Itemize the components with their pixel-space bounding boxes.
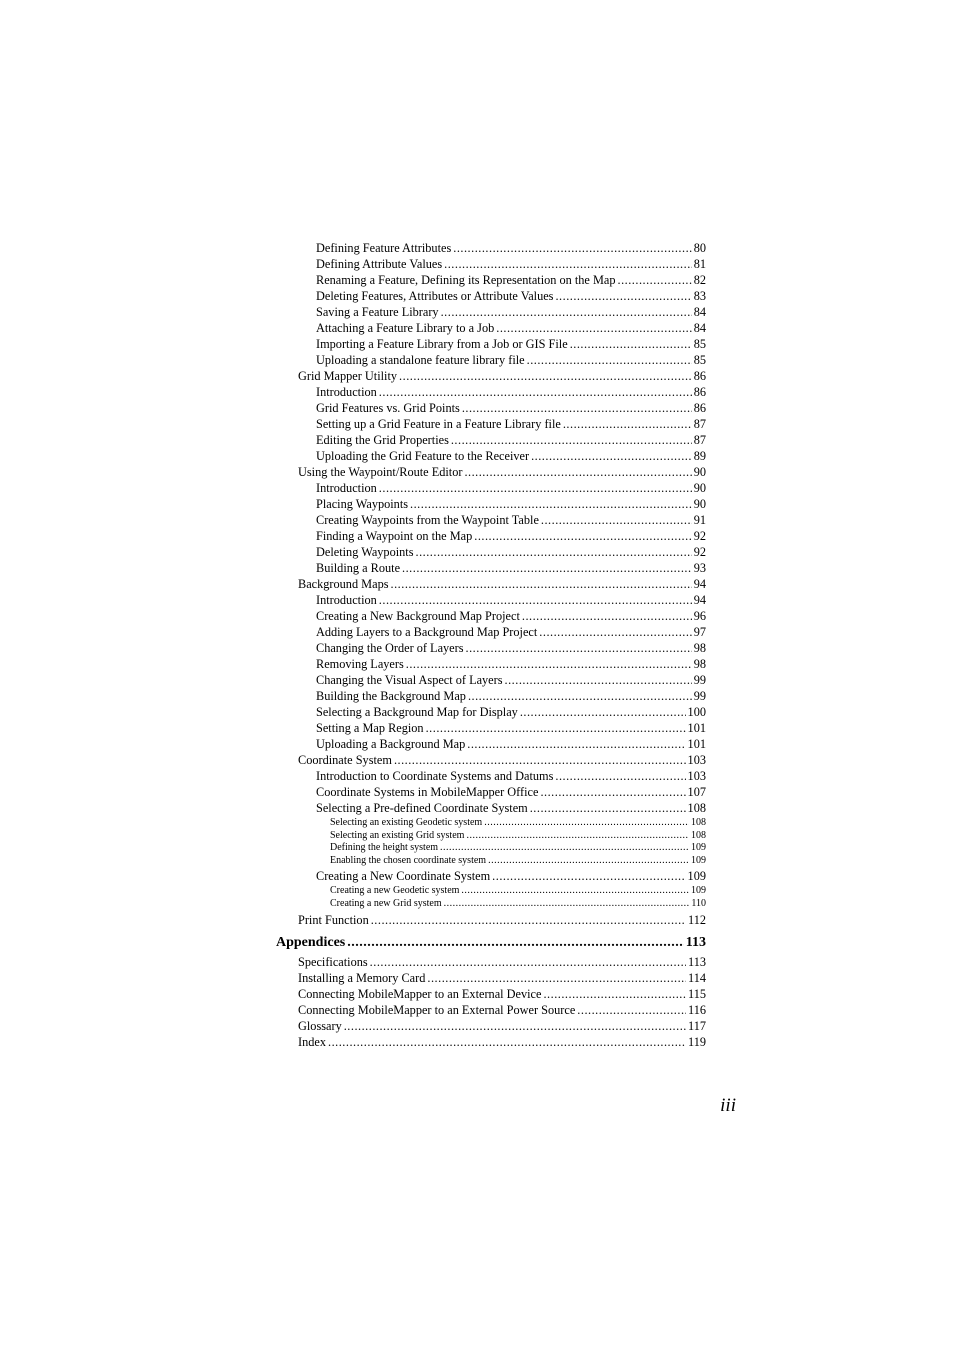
toc-subentry[interactable] (330, 898, 706, 911)
toc-entry[interactable] (316, 336, 706, 352)
toc-entry-title: Setting a Map Region (316, 721, 424, 735)
dot-leader (555, 288, 691, 304)
toc-entry-page: 83 (693, 289, 706, 303)
toc-entry-title: Introduction (316, 593, 377, 607)
toc-entry-page: 103 (687, 753, 706, 767)
toc-entry-title: Enabling the chosen coordinate system (330, 854, 487, 866)
toc-entry[interactable] (316, 656, 706, 672)
toc-entry-page: 99 (693, 673, 706, 687)
toc-entry-title: Creating a new Grid system (330, 897, 442, 909)
toc-entry-title: Defining Attribute Values (316, 257, 443, 271)
toc-entry[interactable] (316, 496, 706, 512)
toc-entry-page: 90 (693, 465, 706, 479)
toc-entry[interactable] (316, 432, 706, 448)
toc-entry[interactable] (316, 448, 706, 464)
toc-entry-page: 94 (693, 577, 706, 591)
toc-subentry[interactable] (330, 855, 706, 868)
toc-entry-title: Changing the Visual Aspect of Layers (316, 673, 503, 687)
dot-leader (522, 608, 692, 624)
dot-leader (461, 885, 689, 898)
toc-entry-page: 82 (693, 273, 706, 287)
toc-entry-title: Selecting an existing Geodetic system (330, 817, 483, 828)
toc-entry[interactable] (316, 688, 706, 704)
dot-leader (451, 432, 692, 448)
dot-leader (530, 800, 686, 816)
toc-entry[interactable] (316, 624, 706, 640)
toc-entry-page: 86 (693, 385, 706, 399)
dot-leader (474, 528, 691, 544)
dot-leader (370, 954, 686, 970)
toc-entry-title: Deleting Features, Attributes or Attribute Values (316, 289, 554, 303)
toc-section-entry[interactable] (298, 970, 706, 986)
dot-leader (441, 304, 692, 320)
toc-entry-page: 85 (693, 337, 706, 351)
dot-leader (520, 704, 686, 720)
toc-entry[interactable] (316, 544, 706, 560)
toc-entry-page: 96 (693, 609, 706, 623)
toc-entry-page: 90 (693, 481, 706, 495)
dot-leader (555, 768, 685, 784)
toc-entry[interactable] (316, 416, 706, 432)
toc-subentry[interactable] (330, 830, 706, 843)
dot-leader (371, 912, 686, 928)
toc-entry-title: Appendices (276, 934, 346, 950)
toc-entry-page: 114 (688, 970, 706, 985)
toc-entry-title: Introduction (316, 385, 377, 399)
toc-entry-title: Glossary (298, 1018, 342, 1033)
dot-leader (466, 830, 689, 843)
toc-entry-title: Changing the Order of Layers (316, 641, 464, 655)
toc-entry-title: Placing Waypoints (316, 497, 409, 511)
dot-leader (539, 624, 691, 640)
toc-entry-title: Removing Layers (316, 657, 404, 671)
dot-leader (531, 448, 692, 464)
toc-entry[interactable] (316, 592, 706, 608)
dot-leader (444, 256, 692, 272)
toc-entry[interactable] (316, 640, 706, 656)
toc-entry-title: Grid Features vs. Grid Points (316, 401, 460, 415)
toc-entry-title: Creating Waypoints from the Waypoint Table (316, 513, 539, 527)
dot-leader (410, 496, 692, 512)
toc-entry[interactable] (316, 352, 706, 368)
toc-entry-page: 119 (688, 1034, 706, 1049)
toc-entry-page: 92 (693, 545, 706, 559)
toc-entry-title: Adding Layers to a Background Map Project (316, 625, 538, 639)
dot-leader (543, 986, 686, 1002)
dot-leader (394, 752, 686, 768)
toc-entry-title: Saving a Feature Library (316, 305, 439, 319)
toc-subentry[interactable] (330, 885, 706, 898)
toc-entry[interactable] (316, 320, 706, 336)
dot-leader (379, 592, 692, 608)
toc-entry-title: Introduction (316, 481, 377, 495)
dot-leader (344, 1018, 686, 1034)
dot-leader (577, 1002, 686, 1018)
dot-leader (468, 688, 692, 704)
toc-entry-title: Creating a New Coordinate System (316, 869, 491, 884)
toc-entry[interactable] (316, 512, 706, 528)
dot-leader (379, 384, 692, 400)
dot-leader (540, 784, 685, 800)
toc-entry[interactable] (316, 256, 706, 272)
toc-entry-page: 98 (693, 657, 706, 671)
toc-entry-page: 89 (693, 449, 706, 463)
dot-leader (505, 672, 692, 688)
toc-entry-page: 109 (691, 842, 706, 854)
toc-entry[interactable] (316, 384, 706, 400)
toc-entry-page: 93 (693, 561, 706, 575)
toc-entry[interactable] (316, 704, 706, 720)
dot-leader (426, 720, 686, 736)
toc-entry-page: 94 (693, 593, 706, 607)
toc-entry-title: Coordinate Systems in MobileMapper Office (316, 785, 539, 799)
toc-entry-page: 101 (687, 721, 706, 735)
dot-leader (484, 817, 689, 830)
toc-entry[interactable] (316, 784, 706, 800)
dot-leader (488, 855, 689, 868)
toc-entry[interactable] (316, 400, 706, 416)
toc-subentry[interactable] (330, 817, 706, 830)
toc-entry[interactable] (316, 768, 706, 784)
toc-entry[interactable] (316, 720, 706, 736)
dot-leader (462, 400, 692, 416)
toc-entry-title: Index (298, 1034, 326, 1049)
dot-leader (427, 970, 686, 986)
toc-section-entry[interactable] (298, 954, 706, 970)
dot-leader (563, 416, 692, 432)
toc-entry-title: Coordinate System (298, 753, 392, 767)
toc-entry[interactable] (316, 560, 706, 576)
toc-entry-page: 113 (688, 954, 706, 969)
toc-entry-page: 90 (693, 497, 706, 511)
toc-entry-page: 113 (685, 934, 706, 950)
toc-entry-title: Finding a Waypoint on the Map (316, 529, 473, 543)
toc-entry-page: 86 (693, 401, 706, 415)
toc-entry[interactable] (316, 608, 706, 624)
toc-entry[interactable] (316, 240, 706, 256)
dot-leader (464, 464, 691, 480)
toc-entry-title: Selecting a Pre-defined Coordinate System (316, 801, 528, 815)
toc-entry-page: 109 (691, 885, 706, 897)
toc-entry-title: Selecting a Background Map for Display (316, 705, 518, 719)
toc-entry[interactable] (316, 480, 706, 496)
toc-section-entry[interactable] (298, 464, 706, 480)
toc-entry-page: 110 (691, 897, 706, 909)
dot-leader (391, 576, 692, 592)
toc-entry-title: Setting up a Grid Feature in a Feature Library file (316, 417, 561, 431)
toc-entry[interactable] (316, 672, 706, 688)
dot-leader (570, 336, 692, 352)
toc-entry-page: 84 (693, 305, 706, 319)
toc-entry[interactable] (316, 304, 706, 320)
toc-entry-title: Importing a Feature Library from a Job or GIS File (316, 337, 568, 351)
toc-entry-page: 85 (693, 353, 706, 367)
dot-leader (618, 272, 692, 288)
toc-entry-page: 107 (687, 785, 706, 799)
dot-leader (402, 560, 692, 576)
toc-entry-page: 97 (693, 625, 706, 639)
toc-entry-page: 108 (691, 817, 706, 828)
toc-entry-page: 86 (693, 369, 706, 383)
toc-entry-page: 80 (693, 241, 706, 255)
toc-entry[interactable] (316, 868, 706, 884)
toc-entry-title: Specifications (298, 954, 368, 969)
toc-entry-title: Uploading the Grid Feature to the Receiver (316, 449, 530, 463)
toc-section-entry[interactable] (298, 986, 706, 1002)
toc-entry-page: 100 (687, 705, 706, 719)
toc-entry-title: Attaching a Feature Library to a Job (316, 321, 495, 335)
toc-entry[interactable] (316, 288, 706, 304)
dot-leader (496, 320, 691, 336)
toc-entry-page: 115 (688, 986, 706, 1001)
toc-entry-title: Selecting an existing Grid system (330, 829, 465, 841)
toc-section-entry[interactable] (298, 576, 706, 592)
toc-section-entry[interactable] (298, 1034, 706, 1050)
toc-entry[interactable] (316, 272, 706, 288)
dot-leader (527, 352, 692, 368)
toc-entry-page: 117 (688, 1018, 706, 1033)
toc-section-entry[interactable] (298, 912, 706, 928)
toc-section-entry[interactable] (298, 1002, 706, 1018)
toc-section-entry[interactable] (298, 1018, 706, 1034)
toc-entry-page: 87 (693, 417, 706, 431)
page-number: iii (720, 1095, 736, 1116)
toc-entry-page: 109 (691, 854, 706, 866)
toc-entry-title: Building a Route (316, 561, 401, 575)
toc-entry-page: 98 (693, 641, 706, 655)
toc-entry-page: 112 (688, 912, 706, 927)
dot-leader (466, 640, 692, 656)
toc-entry-title: Installing a Memory Card (298, 970, 426, 985)
dot-leader (453, 240, 691, 256)
toc-entry-title: Introduction to Coordinate Systems and Datums (316, 769, 554, 783)
toc-entry[interactable] (316, 800, 706, 816)
toc-entry-page: 116 (688, 1002, 706, 1017)
dot-leader (416, 544, 692, 560)
toc-entry-title: Uploading a standalone feature library file (316, 353, 525, 367)
toc-entry-page: 108 (687, 801, 706, 815)
toc-entry-page: 91 (693, 513, 706, 527)
table-of-contents (0, 240, 954, 1050)
toc-chapter-entry[interactable] (276, 934, 706, 952)
toc-entry-page: 92 (693, 529, 706, 543)
toc-entry-page: 87 (693, 433, 706, 447)
dot-leader (541, 512, 692, 528)
toc-entry[interactable] (316, 736, 706, 752)
dot-leader (399, 368, 692, 384)
toc-entry-page: 99 (693, 689, 706, 703)
toc-entry-title: Building the Background Map (316, 689, 466, 703)
dot-leader (347, 934, 684, 952)
toc-entry-page: 109 (687, 869, 706, 884)
dot-leader (328, 1034, 686, 1050)
toc-entry-page: 103 (687, 769, 706, 783)
toc-entry-page: 84 (693, 321, 706, 335)
dot-leader (440, 842, 689, 855)
toc-entry-title: Background Maps (298, 577, 389, 591)
toc-entry-title: Defining Feature Attributes (316, 241, 452, 255)
toc-entry-title: Using the Waypoint/Route Editor (298, 465, 463, 479)
toc-entry[interactable] (316, 528, 706, 544)
dot-leader (467, 736, 685, 752)
toc-entry-page: 101 (687, 737, 706, 751)
toc-entry-title: Defining the height system (330, 842, 439, 854)
toc-entry-title: Creating a new Geodetic system (330, 885, 460, 897)
toc-section-entry[interactable] (298, 368, 706, 384)
toc-entry-title: Connecting MobileMapper to an External Power Source (298, 1002, 576, 1017)
toc-entry-page: 108 (691, 829, 706, 841)
dot-leader (406, 656, 692, 672)
toc-entry-title: Creating a New Background Map Project (316, 609, 520, 623)
toc-entry-title: Editing the Grid Properties (316, 433, 449, 447)
toc-section-entry[interactable] (298, 752, 706, 768)
toc-entry-title: Connecting MobileMapper to an External Device (298, 986, 542, 1001)
dot-leader (379, 480, 692, 496)
toc-entry-title: Renaming a Feature, Defining its Representation on the Map (316, 273, 616, 287)
toc-entry-title: Grid Mapper Utility (298, 369, 398, 383)
toc-entry-title: Uploading a Background Map (316, 737, 466, 751)
toc-entry-title: Print Function (298, 912, 369, 927)
toc-subentry[interactable] (330, 842, 706, 855)
toc-entry-title: Deleting Waypoints (316, 545, 414, 559)
toc-entry-page: 81 (693, 257, 706, 271)
dot-leader (444, 898, 690, 911)
dot-leader (492, 868, 685, 884)
